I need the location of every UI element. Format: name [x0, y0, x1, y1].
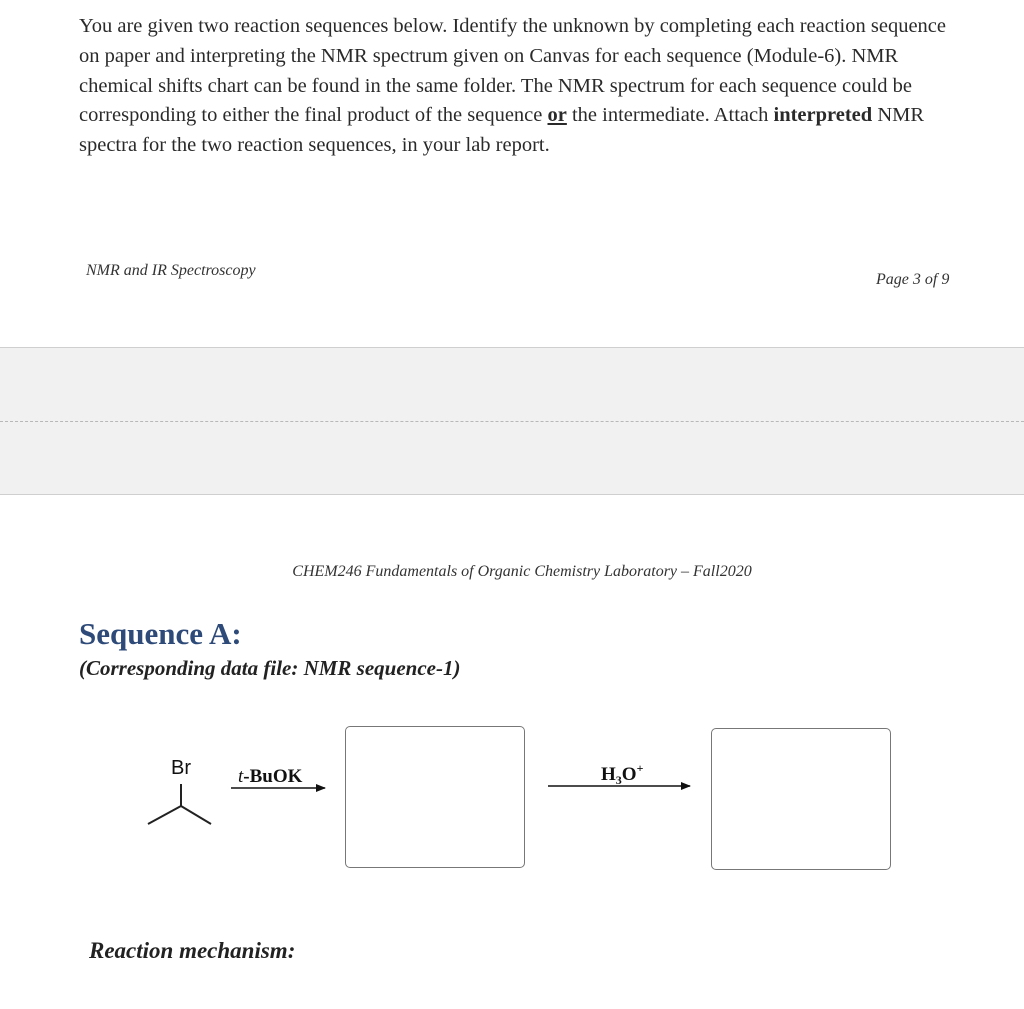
intro-text-3: NMR spectra for the two reaction sequences, in your lab report.	[79, 104, 925, 157]
reaction-scheme	[0, 720, 1024, 880]
bromopropane-structure	[148, 757, 211, 824]
intermediate-answer-box[interactable]	[345, 726, 525, 868]
emphasis-or: or	[547, 104, 567, 127]
instructions-paragraph	[79, 12, 959, 161]
page-break-line	[0, 421, 1024, 422]
reagent-h3o	[601, 761, 644, 787]
page-number: Page 3 of 9	[876, 271, 950, 288]
bromine-label: Br	[171, 757, 191, 779]
h3o-sub: 3	[615, 773, 622, 787]
intro-text-1: You are given two reaction sequences below. Identify the unknown by completing each reaction sequence on paper and interpreting the NMR spectrum given on Canvas for each sequence (Module-6). NMR chemical shifts chart can be found in the same folder. The NMR spectrum for each sequence could be corresponding to either the final product of the sequence	[79, 15, 946, 127]
intro-text-2: the intermediate. Attach	[566, 104, 774, 127]
sequence-title: Sequence A:	[79, 616, 242, 651]
c-c-bond-right	[181, 806, 211, 824]
page-footer-title: NMR and IR Spectroscopy	[86, 262, 256, 279]
reagent-tbuok-rest: -BuOK	[243, 766, 303, 787]
page-header-title: CHEM246 Fundamentals of Organic Chemistry Laboratory – Fall2020	[292, 563, 752, 580]
sequence-subtitle: (Corresponding data file: NMR sequence-1)	[79, 656, 461, 680]
h3o-sup: +	[636, 761, 644, 775]
emphasis-interpreted: interpreted	[773, 104, 873, 127]
h3o-o: O	[621, 764, 637, 785]
page-separator	[0, 347, 1024, 495]
reagent-tbuok: t-BuOK	[238, 766, 303, 787]
c-c-bond-left	[148, 806, 181, 824]
mechanism-label: Reaction mechanism:	[89, 938, 296, 963]
h3o-h: H	[601, 764, 616, 785]
product-answer-box[interactable]	[711, 728, 891, 870]
